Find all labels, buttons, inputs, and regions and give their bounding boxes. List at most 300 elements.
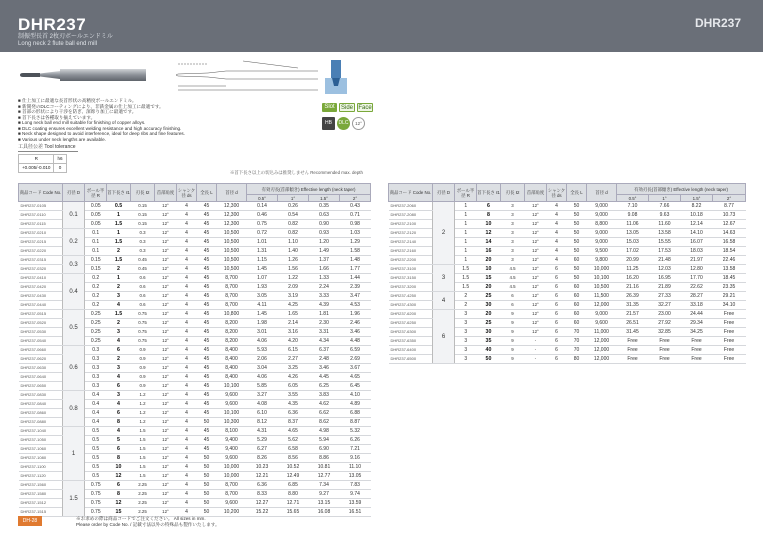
header-effective-group: 有効刃長(首部傾き) Effective length (neck taper): [617, 184, 746, 195]
effective-cell: 0.72: [247, 229, 278, 238]
shank-cell: 4: [177, 436, 197, 445]
neck-angle-cell: 12°: [155, 346, 177, 355]
neck-angle-cell: 12°: [155, 454, 177, 463]
shank-cell: 4: [177, 328, 197, 337]
shank-cell: 4: [177, 283, 197, 292]
total-length-cell: 60: [567, 319, 587, 328]
diameter-cell: 3: [433, 265, 455, 292]
under-neck-cell: 5: [107, 436, 131, 445]
neck-angle-cell: 12°: [525, 247, 547, 256]
effective-cell: 9.74: [340, 490, 371, 499]
radius-cell: 0.3: [85, 346, 107, 355]
neck-angle-cell: 12°: [155, 292, 177, 301]
flute-length-cell: 4.5: [501, 283, 525, 292]
neck-dia-cell: 8,400: [217, 355, 247, 364]
neck-dia-cell: 12,300: [217, 220, 247, 229]
effective-cell: 1.93: [247, 283, 278, 292]
table-note: ※首下長さ以上の切込みは推奨しません Recommended max. depth: [230, 170, 363, 175]
effective-cell: 7.34: [309, 481, 340, 490]
radius-cell: 0.15: [85, 265, 107, 274]
effective-cell: 2.48: [309, 355, 340, 364]
effective-cell: 12.21: [247, 472, 278, 481]
radius-cell: 1: [455, 229, 477, 238]
effective-cell: 1.20: [309, 238, 340, 247]
flute-length-cell: 0.9: [131, 346, 155, 355]
shank-cell: 6: [547, 310, 567, 319]
tolerance-box: [18, 144, 78, 173]
effective-cell: 5.29: [247, 436, 278, 445]
effective-cell: 14.63: [713, 229, 746, 238]
effective-cell: 2.39: [340, 283, 371, 292]
shank-cell: 6: [547, 328, 567, 337]
table-row: [389, 292, 746, 301]
radius-cell: 1: [455, 202, 477, 211]
effective-cell: 10.23: [247, 463, 278, 472]
radius-cell: 3: [455, 355, 477, 364]
total-length-cell: 50: [197, 472, 217, 481]
effective-cell: 1.81: [309, 310, 340, 319]
shank-cell: 4: [547, 247, 567, 256]
table-row: [19, 202, 371, 211]
under-neck-cell: 2: [107, 283, 131, 292]
header-angle-3: 1.5°: [681, 195, 713, 202]
under-neck-cell: 1.5: [107, 238, 131, 247]
effective-cell: 2.09: [278, 283, 309, 292]
flute-length-cell: 2.25: [131, 490, 155, 499]
effective-cell: 4.45: [309, 373, 340, 382]
effective-cell: Free: [681, 337, 713, 346]
code-cell: DHR237-1100: [19, 463, 63, 472]
code-cell: DHR237-0650: [19, 382, 63, 391]
flute-length-cell: 9: [501, 346, 525, 355]
effective-cell: 6.05: [278, 382, 309, 391]
total-length-cell: 50: [197, 418, 217, 427]
neck-angle-cell: 12°: [155, 283, 177, 292]
under-neck-cell: 6: [107, 481, 131, 490]
radius-cell: 1.5: [455, 283, 477, 292]
effective-cell: 5.93: [247, 346, 278, 355]
effective-cell: 4.06: [247, 337, 278, 346]
effective-cell: 10.52: [278, 463, 309, 472]
flute-length-cell: 0.6: [131, 283, 155, 292]
radius-cell: 0.5: [85, 436, 107, 445]
effective-cell: 23.35: [713, 283, 746, 292]
effective-cell: 1.44: [340, 274, 371, 283]
slot-badge: Slot: [322, 103, 337, 112]
radius-cell: 0.5: [85, 454, 107, 463]
shank-cell: 6: [547, 283, 567, 292]
code-cell: DHR237-1512: [19, 499, 63, 508]
effective-cell: 1.65: [278, 310, 309, 319]
neck-angle-cell: 12°: [525, 256, 547, 265]
effective-cell: 7.10: [617, 202, 649, 211]
shank-cell: 6: [547, 346, 567, 355]
neck-angle-cell: 12°: [155, 427, 177, 436]
diameter-cell: 1.5: [63, 481, 85, 517]
effective-cell: 1.58: [340, 247, 371, 256]
header-total-length: 全長 L: [197, 184, 217, 202]
neck-dia-cell: 12,300: [217, 202, 247, 211]
effective-cell: 13.58: [649, 229, 681, 238]
neck-dia-cell: 10,200: [217, 508, 247, 517]
total-length-cell: 45: [197, 292, 217, 301]
under-neck-cell: 15: [107, 508, 131, 517]
effective-cell: 22.62: [681, 283, 713, 292]
effective-cell: 1.96: [340, 310, 371, 319]
effective-cell: 5.62: [278, 436, 309, 445]
neck-dia-cell: 10,000: [587, 265, 617, 274]
under-neck-cell: 2: [107, 319, 131, 328]
effective-cell: 0.14: [247, 202, 278, 211]
code-cell: DHR237-2080: [389, 211, 433, 220]
flute-length-cell: 0.75: [131, 328, 155, 337]
under-neck-cell: 1.5: [107, 256, 131, 265]
under-neck-cell: 14: [477, 238, 501, 247]
neck-angle-cell: 12°: [155, 490, 177, 499]
shank-cell: 6: [547, 337, 567, 346]
feature-notes: [18, 98, 318, 142]
total-length-cell: 50: [567, 220, 587, 229]
neck-angle-cell: 12°: [155, 202, 177, 211]
effective-cell: 14.10: [681, 229, 713, 238]
total-length-cell: 45: [197, 319, 217, 328]
flute-length-cell: 3: [501, 211, 525, 220]
code-cell: DHR237-0105: [19, 202, 63, 211]
effective-cell: 3.83: [309, 391, 340, 400]
neck-dia-cell: 11,000: [587, 328, 617, 337]
total-length-cell: 60: [567, 292, 587, 301]
effective-cell: Free: [713, 355, 746, 364]
total-length-cell: 50: [197, 499, 217, 508]
radius-cell: 1.5: [455, 274, 477, 283]
neck-dia-cell: 10,000: [217, 472, 247, 481]
total-length-cell: 45: [197, 211, 217, 220]
shank-cell: 4: [177, 499, 197, 508]
radius-cell: 1: [455, 238, 477, 247]
effective-cell: 6.59: [340, 346, 371, 355]
shank-cell: 4: [177, 508, 197, 517]
coating-badge: DLC: [337, 117, 350, 130]
neck-dia-cell: 8,400: [217, 346, 247, 355]
flute-length-cell: 3: [501, 202, 525, 211]
effective-cell: 0.35: [309, 202, 340, 211]
table-row: [19, 274, 371, 283]
shank-cell: 4: [177, 247, 197, 256]
effective-cell: 3.55: [278, 391, 309, 400]
effective-cell: 28.27: [681, 292, 713, 301]
effective-cell: 12.27: [247, 499, 278, 508]
effective-cell: Free: [649, 355, 681, 364]
neck-dia-cell: 9,600: [217, 454, 247, 463]
flute-length-cell: 0.6: [131, 292, 155, 301]
effective-cell: 1.15: [247, 256, 278, 265]
dimension-drawing: [168, 56, 320, 94]
neck-dia-cell: 8,200: [217, 319, 247, 328]
application-badges: [322, 103, 374, 143]
neck-angle-cell: 12°: [525, 202, 547, 211]
code-cell: DHR237-0520: [19, 319, 63, 328]
effective-cell: 3.04: [247, 364, 278, 373]
total-length-cell: 45: [197, 256, 217, 265]
code-cell: DHR237-2140: [389, 238, 433, 247]
effective-cell: 1.33: [309, 274, 340, 283]
effective-cell: 7.21: [340, 445, 371, 454]
shank-cell: 6: [547, 292, 567, 301]
effective-cell: 1.10: [278, 238, 309, 247]
code-cell: DHR237-2200: [389, 256, 433, 265]
neck-dia-cell: 12,000: [587, 337, 617, 346]
effective-cell: 4.35: [278, 400, 309, 409]
effective-cell: 12.14: [681, 220, 713, 229]
neck-dia-cell: 12,000: [587, 301, 617, 310]
effective-cell: 34.25: [681, 328, 713, 337]
effective-cell: 9.63: [649, 211, 681, 220]
effective-cell: 2.69: [340, 355, 371, 364]
under-neck-cell: 6: [107, 409, 131, 418]
effective-cell: Free: [713, 346, 746, 355]
code-cell: DHR237-1120: [19, 472, 63, 481]
effective-cell: Free: [713, 337, 746, 346]
under-neck-cell: 4: [107, 427, 131, 436]
shank-cell: 4: [547, 211, 567, 220]
header-angle-2: 1°: [649, 195, 681, 202]
radius-cell: 2: [455, 292, 477, 301]
code-cell: DHR237-1050: [19, 436, 63, 445]
radius-cell: 0.75: [85, 490, 107, 499]
effective-cell: 12.71: [278, 499, 309, 508]
side-badge: Side: [340, 105, 353, 111]
shank-cell: 4: [547, 229, 567, 238]
under-neck-cell: 4: [107, 400, 131, 409]
shank-cell: 4: [177, 490, 197, 499]
effective-cell: 6.10: [247, 409, 278, 418]
under-neck-cell: 1.5: [107, 220, 131, 229]
diameter-cell: 0.8: [63, 391, 85, 427]
table-row: [19, 310, 371, 319]
flute-length-cell: 3: [501, 229, 525, 238]
code-cell: DHR237-0840: [19, 400, 63, 409]
effective-cell: 1.48: [340, 256, 371, 265]
code-cell: DHR237-4250: [389, 292, 433, 301]
header-angle-1: 0.5°: [247, 195, 278, 202]
flute-length-cell: 0.6: [131, 274, 155, 283]
header-angle-3: 1.5°: [309, 195, 340, 202]
header-neck-dia: 首径 d: [217, 184, 247, 202]
effective-cell: 16.51: [340, 508, 371, 517]
effective-cell: 8.37: [278, 418, 309, 427]
shank-cell: 4: [547, 238, 567, 247]
code-cell: DHR237-0540: [19, 337, 63, 346]
diameter-cell: 1: [63, 427, 85, 481]
shank-cell: 4: [547, 220, 567, 229]
flute-length-cell: 2.25: [131, 499, 155, 508]
effective-cell: 4.08: [247, 400, 278, 409]
radius-cell: 0.75: [85, 499, 107, 508]
effective-cell: 4.11: [247, 301, 278, 310]
effective-cell: Free: [649, 337, 681, 346]
radius-cell: 0.15: [85, 256, 107, 265]
effective-cell: 31.45: [617, 328, 649, 337]
header-diameter: 刃径 D: [63, 184, 85, 202]
total-length-cell: 60: [567, 310, 587, 319]
under-neck-cell: 4: [107, 373, 131, 382]
under-neck-cell: 16: [477, 247, 501, 256]
neck-angle-cell: 12°: [155, 391, 177, 400]
effective-cell: 1.98: [247, 319, 278, 328]
neck-angle-cell: 12°: [155, 238, 177, 247]
effective-cell: 4.31: [247, 427, 278, 436]
flute-length-cell: 0.9: [131, 373, 155, 382]
radius-cell: 0.2: [85, 301, 107, 310]
neck-dia-cell: 8,800: [587, 220, 617, 229]
neck-angle-cell: 12°: [155, 229, 177, 238]
header-flute-length: 刃長 ℓ2: [131, 184, 155, 202]
under-neck-cell: 0.5: [107, 202, 131, 211]
total-length-cell: 45: [197, 355, 217, 364]
effective-cell: 12.49: [278, 472, 309, 481]
table-row: [19, 391, 371, 400]
effective-cell: 12.77: [309, 472, 340, 481]
effective-cell: 1.77: [340, 265, 371, 274]
tolerance-table: [18, 154, 67, 173]
neck-angle-cell: 12°: [525, 211, 547, 220]
spec-table-right-body: [389, 202, 746, 364]
neck-angle-cell: -: [525, 346, 547, 355]
effective-cell: 5.85: [247, 382, 278, 391]
effective-cell: 22.46: [713, 256, 746, 265]
flute-length-cell: 1.2: [131, 418, 155, 427]
code-cell: DHR237-0660: [19, 346, 63, 355]
total-length-cell: 45: [197, 436, 217, 445]
flute-length-cell: 0.6: [131, 301, 155, 310]
neck-dia-cell: 12,000: [587, 355, 617, 364]
table-row: [19, 346, 371, 355]
neck-angle-cell: 12°: [155, 418, 177, 427]
effective-cell: Free: [681, 355, 713, 364]
flute-length-cell: 0.3: [131, 229, 155, 238]
effective-cell: 0.75: [247, 220, 278, 229]
radius-cell: 0.5: [85, 445, 107, 454]
diameter-cell: 0.2: [63, 229, 85, 256]
radius-cell: 0.1: [85, 238, 107, 247]
radius-cell: 0.5: [85, 472, 107, 481]
subtitle-jp: 制振型長首 2枚刃ボールエンドミル: [18, 34, 113, 40]
effective-cell: Free: [681, 346, 713, 355]
radius-cell: 0.75: [85, 508, 107, 517]
flute-length-cell: 1.5: [131, 445, 155, 454]
code-cell: DHR237-6250: [389, 319, 433, 328]
table-row: [19, 229, 371, 238]
header-bar: [0, 0, 763, 52]
neck-angle-cell: 12°: [155, 256, 177, 265]
shank-cell: 4: [177, 238, 197, 247]
code-cell: DHR237-0215: [19, 238, 63, 247]
effective-cell: 4.10: [340, 391, 371, 400]
code-cell: DHR237-0430: [19, 292, 63, 301]
neck-dia-cell: 10,500: [217, 229, 247, 238]
radius-cell: 0.2: [85, 292, 107, 301]
neck-angle-cell: 12°: [155, 310, 177, 319]
effective-cell: 11.06: [617, 220, 649, 229]
radius-cell: 0.05: [85, 220, 107, 229]
effective-cell: 31.35: [617, 301, 649, 310]
code-cell: DHR237-6200: [389, 310, 433, 319]
code-cell: DHR237-3150: [389, 274, 433, 283]
effective-cell: 3.27: [247, 391, 278, 400]
radius-cell: 2: [455, 301, 477, 310]
tolerance-title: 工具径公差 Tool tolerance: [18, 144, 78, 152]
effective-cell: 4.39: [309, 301, 340, 310]
table-row: [19, 481, 371, 490]
effective-cell: 6.62: [309, 409, 340, 418]
header-shank: シャンク径 ds: [547, 184, 567, 202]
code-cell: DHR237-1515: [19, 508, 63, 517]
effective-cell: 8.26: [247, 454, 278, 463]
neck-angle-cell: 12°: [155, 364, 177, 373]
neck-dia-cell: 10,100: [217, 409, 247, 418]
header-radius: ボール半径 R: [455, 184, 477, 202]
subtitle-en: Long neck 2 flute ball end mill: [18, 41, 98, 47]
total-length-cell: 50: [197, 463, 217, 472]
effective-cell: 2.30: [309, 319, 340, 328]
effective-cell: 0.82: [278, 229, 309, 238]
page-number: DH-28: [18, 516, 42, 526]
effective-cell: 5.32: [340, 427, 371, 436]
effective-cell: 3.19: [278, 292, 309, 301]
effective-cell: 16.95: [649, 274, 681, 283]
neck-angle-cell: 12°: [155, 445, 177, 454]
flute-length-cell: 6: [501, 301, 525, 310]
effective-cell: Free: [617, 355, 649, 364]
header-shank: シャンク径 ds: [177, 184, 197, 202]
effective-cell: 18.45: [713, 274, 746, 283]
neck-dia-cell: 10,100: [587, 274, 617, 283]
shank-cell: 4: [177, 337, 197, 346]
end-mill-illustration: [18, 64, 148, 86]
effective-cell: 1.01: [247, 238, 278, 247]
shank-cell: 4: [177, 220, 197, 229]
effective-cell: 13.59: [340, 499, 371, 508]
under-neck-cell: 10: [477, 265, 501, 274]
table-row: [19, 256, 371, 265]
radius-cell: 1: [455, 220, 477, 229]
code-cell: DHR237-0630: [19, 364, 63, 373]
total-length-cell: 45: [197, 328, 217, 337]
effective-cell: 2.14: [278, 319, 309, 328]
footer-note-line: ※お求めの際は商品コードでご注文ください。 All sizes in mm.: [76, 516, 206, 521]
code-cell: DHR237-0115: [19, 220, 63, 229]
neck-dia-cell: 9,600: [217, 400, 247, 409]
effective-cell: 4.06: [247, 373, 278, 382]
under-neck-cell: 6: [107, 346, 131, 355]
shank-cell: 4: [177, 481, 197, 490]
effective-cell: 1.56: [278, 265, 309, 274]
radius-cell: 0.3: [85, 373, 107, 382]
under-neck-cell: 3: [107, 328, 131, 337]
effective-cell: 1.45: [247, 265, 278, 274]
effective-cell: 3.33: [309, 292, 340, 301]
total-length-cell: 50: [197, 481, 217, 490]
effective-cell: 0.98: [340, 220, 371, 229]
flute-length-cell: 0.75: [131, 319, 155, 328]
under-neck-cell: 3: [107, 364, 131, 373]
header-angle-4: 2°: [340, 195, 371, 202]
neck-dia-cell: 12,300: [217, 211, 247, 220]
neck-angle-cell: -: [525, 355, 547, 364]
radius-cell: 0.2: [85, 274, 107, 283]
under-neck-cell: 20: [477, 283, 501, 292]
code-cell: DHR237-6300: [389, 328, 433, 337]
